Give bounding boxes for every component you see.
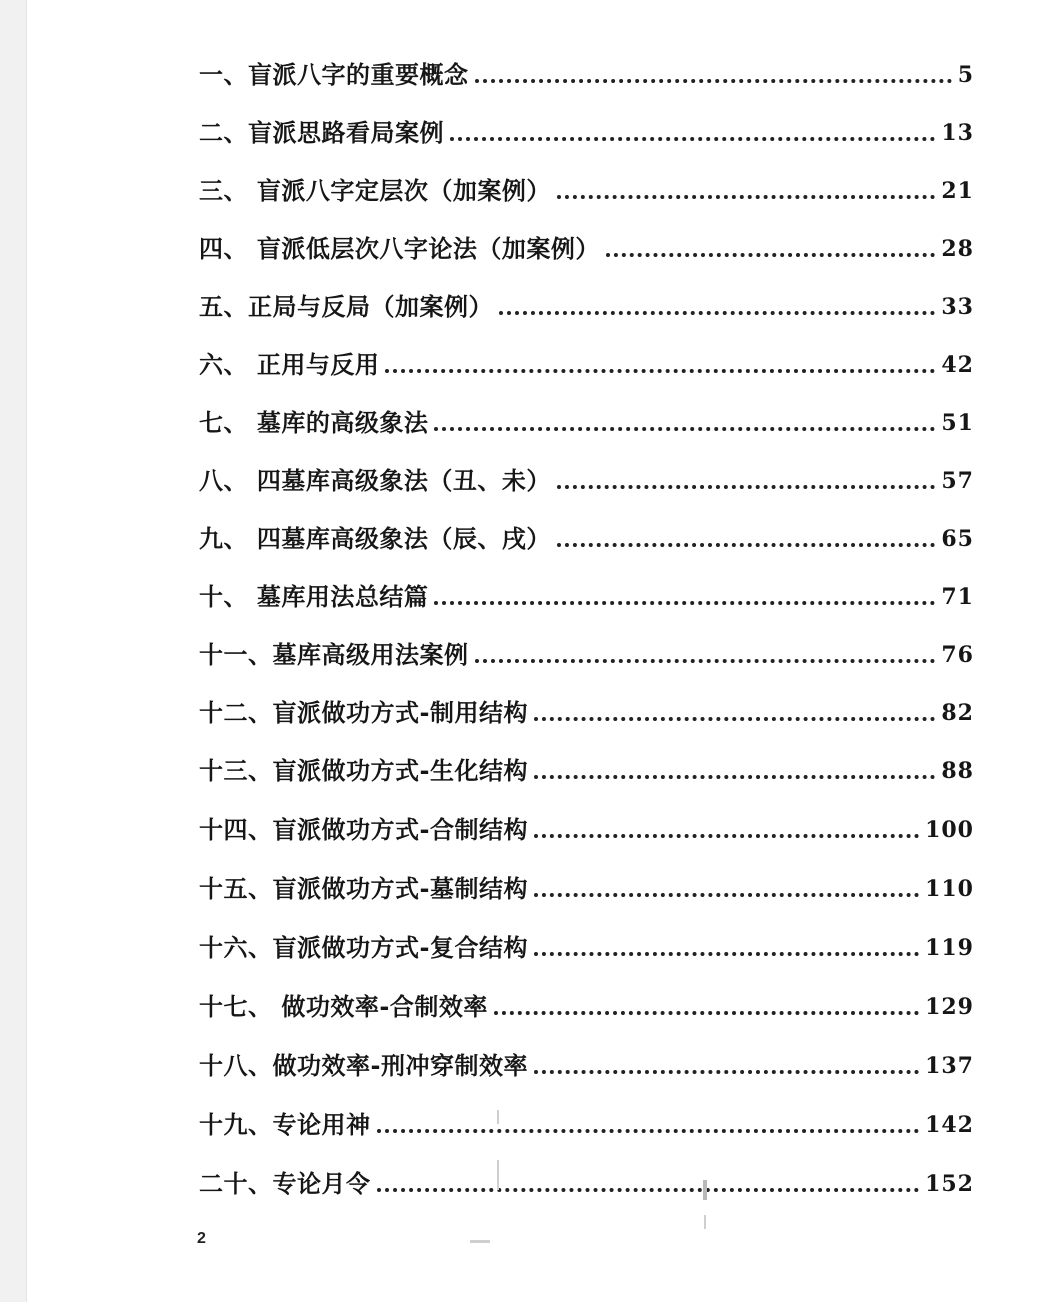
toc-entry-17[interactable]	[199, 982, 974, 1022]
toc-dot-leader	[557, 543, 936, 547]
toc-entry-page: 65	[941, 526, 974, 552]
toc-entry-title: 八、 四墓库高级象法（丑、未）	[199, 467, 551, 495]
toc-entry-10[interactable]	[199, 572, 974, 612]
toc-dot-leader	[499, 311, 935, 315]
toc-entry-page: 42	[941, 352, 974, 378]
toc-entry-title: 十九、专论用神	[199, 1111, 371, 1139]
toc-entry-5[interactable]	[199, 282, 974, 322]
toc-dot-leader	[450, 137, 935, 141]
toc-dot-leader	[434, 601, 935, 605]
toc-dot-leader	[534, 717, 935, 721]
toc-entry-page: 110	[925, 876, 974, 902]
toc-entry-title: 十七、 做功效率-合制效率	[199, 993, 488, 1021]
toc-entry-page: 28	[941, 236, 974, 262]
toc-entry-1[interactable]	[199, 50, 974, 90]
toc-entry-20[interactable]	[199, 1159, 974, 1199]
toc-dot-leader	[534, 1070, 919, 1074]
toc-entry-6[interactable]	[199, 340, 974, 380]
toc-entry-19[interactable]	[199, 1100, 974, 1140]
toc-entry-page: 13	[941, 120, 974, 146]
toc-entry-page: 76	[941, 642, 974, 668]
toc-entry-page: 5	[957, 62, 974, 88]
toc-dot-leader	[534, 893, 919, 897]
document-page	[27, 0, 1056, 1302]
toc-entry-title: 十一、墓库高级用法案例	[199, 641, 469, 669]
toc-dot-leader	[557, 485, 936, 489]
toc-entry-title: 十五、盲派做功方式-墓制结构	[199, 875, 528, 903]
toc-entry-18[interactable]	[199, 1041, 974, 1081]
scan-artifact	[470, 1240, 490, 1243]
toc-entry-page: 129	[925, 994, 974, 1020]
toc-entry-title: 四、 盲派低层次八字论法（加案例）	[199, 235, 600, 263]
toc-entry-page: 33	[941, 294, 974, 320]
toc-entry-title: 十三、盲派做功方式-生化结构	[199, 757, 528, 785]
toc-dot-leader	[377, 1188, 920, 1192]
toc-entry-2[interactable]	[199, 108, 974, 148]
toc-entry-page: 82	[941, 700, 974, 726]
toc-entry-12[interactable]	[199, 688, 974, 728]
toc-entry-15[interactable]	[199, 864, 974, 904]
toc-entry-page: 152	[925, 1171, 974, 1197]
scan-artifact	[703, 1180, 707, 1200]
toc-dot-leader	[494, 1011, 919, 1015]
toc-entry-14[interactable]	[199, 805, 974, 845]
toc-entry-title: 二、盲派思路看局案例	[199, 119, 444, 147]
page-number: 2	[197, 1230, 206, 1247]
toc-entry-page: 57	[941, 468, 974, 494]
toc-entry-page: 100	[925, 817, 974, 843]
toc-entry-3[interactable]	[199, 166, 974, 206]
toc-dot-leader	[557, 195, 936, 199]
toc-entry-title: 七、 墓库的高级象法	[199, 409, 429, 437]
toc-dot-leader	[385, 369, 935, 373]
toc-entry-9[interactable]	[199, 514, 974, 554]
toc-entry-title: 五、正局与反局（加案例）	[199, 293, 493, 321]
toc-dot-leader	[534, 775, 935, 779]
scan-artifact	[497, 1160, 499, 1190]
toc-entry-page: 71	[941, 584, 974, 610]
toc-entry-16[interactable]	[199, 923, 974, 963]
toc-dot-leader	[606, 253, 936, 257]
toc-entry-7[interactable]	[199, 398, 974, 438]
toc-dot-leader	[534, 834, 919, 838]
toc-entry-title: 三、 盲派八字定层次（加案例）	[199, 177, 551, 205]
toc-dot-leader	[434, 427, 935, 431]
toc-entry-page: 119	[925, 935, 974, 961]
toc-entry-title: 十、 墓库用法总结篇	[199, 583, 429, 611]
toc-entry-title: 十二、盲派做功方式-制用结构	[199, 699, 528, 727]
toc-entry-page: 21	[941, 178, 974, 204]
toc-dot-leader	[475, 659, 936, 663]
toc-entry-13[interactable]	[199, 746, 974, 786]
toc-entry-page: 51	[941, 410, 974, 436]
toc-entry-11[interactable]	[199, 630, 974, 670]
toc-entry-title: 二十、专论月令	[199, 1170, 371, 1198]
toc-entry-title: 六、 正用与反用	[199, 351, 380, 379]
toc-entry-page: 137	[925, 1053, 974, 1079]
toc-entry-title: 十八、做功效率-刑冲穿制效率	[199, 1052, 528, 1080]
toc-entry-title: 十四、盲派做功方式-合制结构	[199, 816, 528, 844]
toc-dot-leader	[377, 1129, 920, 1133]
toc-entry-8[interactable]	[199, 456, 974, 496]
toc-dot-leader	[534, 952, 919, 956]
toc-entry-title: 一、盲派八字的重要概念	[199, 61, 469, 89]
toc-dot-leader	[475, 79, 952, 83]
viewer-left-margin	[0, 0, 27, 1302]
toc-entry-title: 十六、盲派做功方式-复合结构	[199, 934, 528, 962]
toc-entry-4[interactable]	[199, 224, 974, 264]
toc-entry-page: 88	[941, 758, 974, 784]
scan-artifact	[497, 1110, 499, 1124]
toc-entry-title: 九、 四墓库高级象法（辰、戌）	[199, 525, 551, 553]
scan-artifact	[704, 1215, 706, 1229]
toc-entry-page: 142	[925, 1112, 974, 1138]
